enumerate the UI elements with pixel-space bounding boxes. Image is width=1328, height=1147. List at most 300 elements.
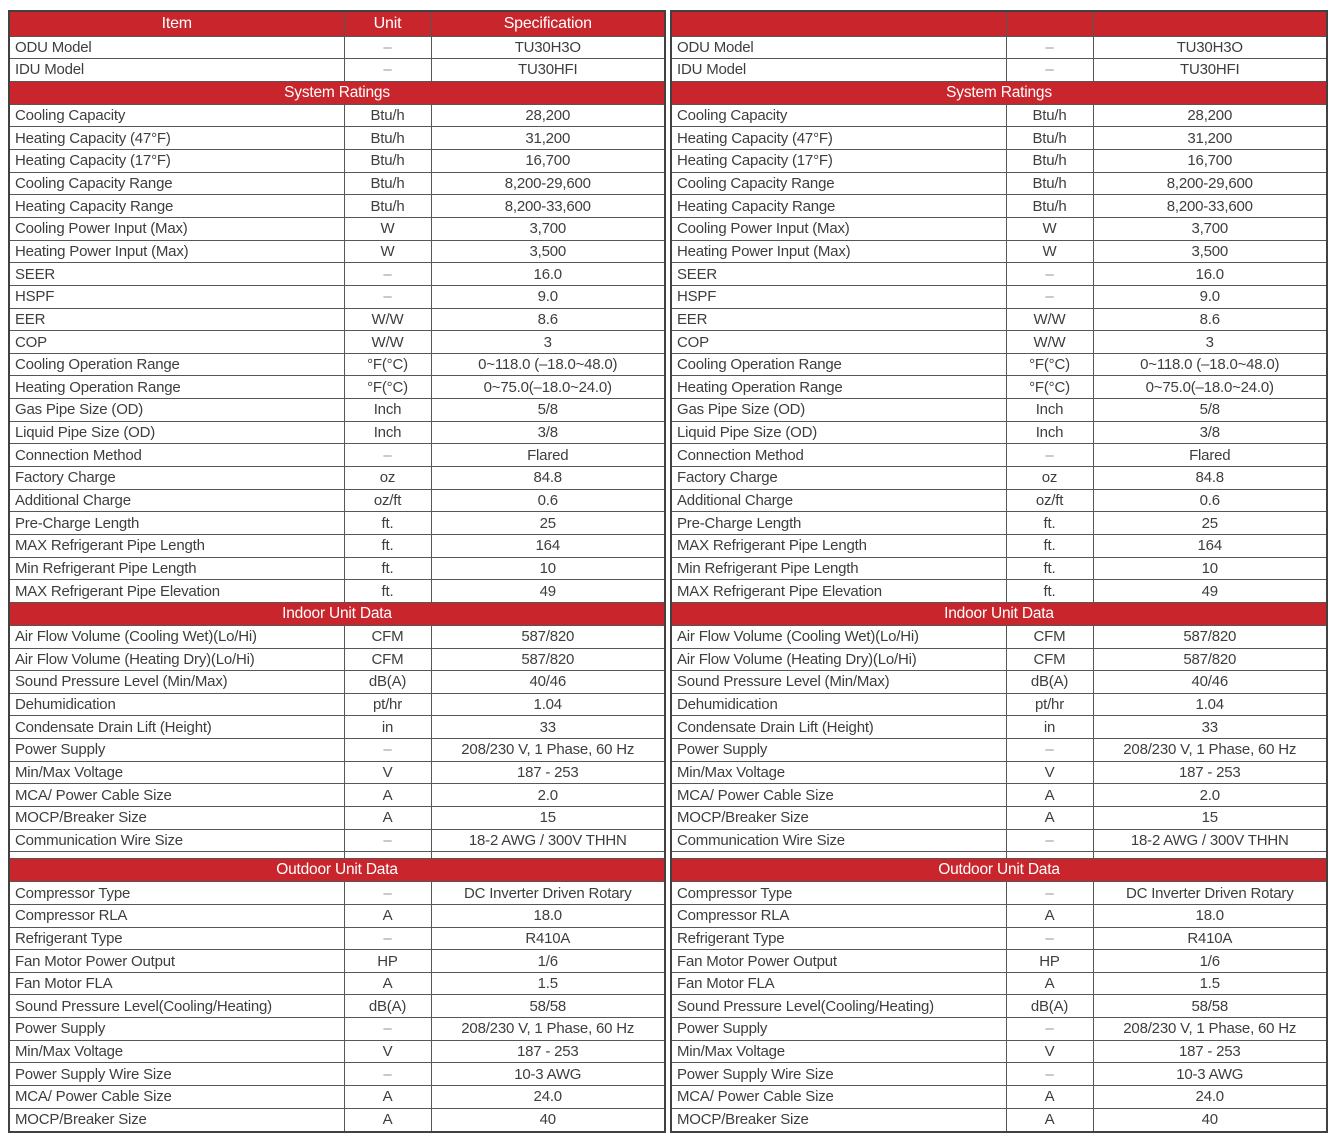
section-header-row — [9, 602, 665, 625]
column-header-item — [671, 11, 1006, 36]
column-header-specification: Specification — [431, 11, 665, 36]
spec-cell: Flared — [431, 444, 665, 467]
unit-cell: Btu/h — [344, 195, 431, 218]
specification-table — [8, 10, 666, 1133]
spec-cell: 8.6 — [431, 308, 665, 331]
spec-cell: 58/58 — [431, 995, 665, 1018]
item-cell: MCA/ Power Cable Size — [671, 1086, 1006, 1109]
spacer-cell — [344, 852, 431, 859]
unit-cell: HP — [1006, 950, 1093, 973]
table-row — [9, 829, 665, 852]
section-header-row — [671, 602, 1327, 625]
table-row — [671, 512, 1327, 535]
table-row — [671, 761, 1327, 784]
item-cell: HSPF — [9, 285, 344, 308]
spec-cell: 49 — [1093, 580, 1327, 603]
unit-cell: W — [344, 240, 431, 263]
column-header-unit — [1006, 11, 1093, 36]
spec-cell: 15 — [431, 807, 665, 830]
item-cell: ODU Model — [671, 36, 1006, 59]
item-cell: Heating Operation Range — [671, 376, 1006, 399]
unit-cell: – — [1006, 927, 1093, 950]
unit-cell: Inch — [344, 399, 431, 422]
unit-cell: Btu/h — [344, 150, 431, 173]
item-cell: Dehumidication — [9, 693, 344, 716]
table-row — [9, 995, 665, 1018]
table-row — [671, 972, 1327, 995]
spec-cell: 31,200 — [1093, 127, 1327, 150]
item-cell: Additional Charge — [671, 489, 1006, 512]
table-row — [9, 217, 665, 240]
table-row — [9, 421, 665, 444]
table-row — [9, 648, 665, 671]
unit-cell: A — [344, 1108, 431, 1132]
unit-cell: W/W — [1006, 308, 1093, 331]
spec-cell: 2.0 — [1093, 784, 1327, 807]
spec-cell: 0~118.0 (–18.0~48.0) — [431, 353, 665, 376]
item-cell: MCA/ Power Cable Size — [9, 1086, 344, 1109]
item-cell: Power Supply Wire Size — [671, 1063, 1006, 1086]
table-row — [671, 36, 1327, 59]
column-header-item: Item — [9, 11, 344, 36]
spec-cell: 1.04 — [1093, 693, 1327, 716]
table-row — [9, 693, 665, 716]
unit-cell: – — [344, 927, 431, 950]
table-row — [9, 285, 665, 308]
table-row — [671, 950, 1327, 973]
unit-cell: – — [1006, 36, 1093, 59]
table-row — [671, 671, 1327, 694]
adjacent-table-sliver — [670, 10, 1328, 1133]
table-row — [671, 331, 1327, 354]
unit-cell: ft. — [344, 557, 431, 580]
unit-cell: A — [344, 972, 431, 995]
unit-cell: dB(A) — [344, 995, 431, 1018]
table-row — [671, 807, 1327, 830]
spacer-row — [9, 852, 665, 859]
item-cell: Connection Method — [671, 444, 1006, 467]
table-row — [671, 150, 1327, 173]
spec-cell: 40/46 — [431, 671, 665, 694]
unit-cell: Inch — [344, 421, 431, 444]
table-row — [9, 1018, 665, 1041]
unit-cell: HP — [344, 950, 431, 973]
item-cell: EER — [9, 308, 344, 331]
item-cell: Communication Wire Size — [9, 829, 344, 852]
unit-cell: Inch — [1006, 399, 1093, 422]
item-cell: Factory Charge — [671, 467, 1006, 490]
spec-cell: 16,700 — [431, 150, 665, 173]
section-label: System Ratings — [671, 81, 1327, 104]
spec-cell: 24.0 — [1093, 1086, 1327, 1109]
spec-cell: 15 — [1093, 807, 1327, 830]
spec-cell: 587/820 — [431, 625, 665, 648]
table-row — [9, 784, 665, 807]
item-cell: Pre-Charge Length — [9, 512, 344, 535]
unit-cell: V — [344, 761, 431, 784]
spacer-cell — [9, 852, 344, 859]
item-cell: Fan Motor Power Output — [9, 950, 344, 973]
unit-cell: – — [344, 1063, 431, 1086]
table-row — [671, 1086, 1327, 1109]
item-cell: Power Supply — [671, 1018, 1006, 1041]
table-row — [671, 784, 1327, 807]
item-cell: Min/Max Voltage — [9, 1040, 344, 1063]
table-row — [9, 263, 665, 286]
spec-cell: 33 — [431, 716, 665, 739]
unit-cell: dB(A) — [1006, 995, 1093, 1018]
spec-cell: 40 — [431, 1108, 665, 1132]
unit-cell: Btu/h — [1006, 172, 1093, 195]
table-row — [671, 399, 1327, 422]
unit-cell: in — [1006, 716, 1093, 739]
spec-cell: 0.6 — [431, 489, 665, 512]
section-header-row — [9, 859, 665, 882]
item-cell: Cooling Operation Range — [671, 353, 1006, 376]
item-cell: IDU Model — [671, 59, 1006, 82]
item-cell: Min Refrigerant Pipe Length — [9, 557, 344, 580]
unit-cell: oz/ft — [344, 489, 431, 512]
item-cell: Sound Pressure Level(Cooling/Heating) — [9, 995, 344, 1018]
spec-cell: R410A — [431, 927, 665, 950]
unit-cell: ft. — [1006, 512, 1093, 535]
table-row — [671, 829, 1327, 852]
unit-cell: dB(A) — [1006, 671, 1093, 694]
spec-cell: 1/6 — [1093, 950, 1327, 973]
unit-cell: ft. — [344, 512, 431, 535]
spec-cell: 10-3 AWG — [1093, 1063, 1327, 1086]
item-cell: Heating Power Input (Max) — [671, 240, 1006, 263]
spec-cell: R410A — [1093, 927, 1327, 950]
item-cell: Refrigerant Type — [9, 927, 344, 950]
item-cell: Heating Capacity (17°F) — [9, 150, 344, 173]
spec-cell: 0~118.0 (–18.0~48.0) — [1093, 353, 1327, 376]
spec-cell: 10 — [1093, 557, 1327, 580]
spec-cell: 10 — [431, 557, 665, 580]
table-row — [671, 580, 1327, 603]
unit-cell: V — [344, 1040, 431, 1063]
section-header-row — [9, 81, 665, 104]
item-cell: SEER — [9, 263, 344, 286]
unit-cell: – — [1006, 829, 1093, 852]
item-cell: Cooling Operation Range — [9, 353, 344, 376]
spec-cell: 3 — [431, 331, 665, 354]
spec-cell: 31,200 — [431, 127, 665, 150]
spec-cell: 164 — [431, 534, 665, 557]
unit-cell: – — [344, 1018, 431, 1041]
item-cell: Power Supply — [671, 739, 1006, 762]
unit-cell: Btu/h — [1006, 127, 1093, 150]
spec-cell: 3,500 — [1093, 240, 1327, 263]
section-header-row — [671, 859, 1327, 882]
table-row — [671, 240, 1327, 263]
table-row — [9, 240, 665, 263]
item-cell: Heating Capacity (17°F) — [671, 150, 1006, 173]
unit-cell: oz/ft — [1006, 489, 1093, 512]
table-row — [9, 489, 665, 512]
item-cell: MOCP/Breaker Size — [671, 1108, 1006, 1132]
item-cell: Sound Pressure Level(Cooling/Heating) — [671, 995, 1006, 1018]
item-cell: COP — [671, 331, 1006, 354]
item-cell: Min/Max Voltage — [671, 761, 1006, 784]
item-cell: Min/Max Voltage — [9, 761, 344, 784]
unit-cell: Btu/h — [1006, 104, 1093, 127]
spec-cell: 8,200-33,600 — [1093, 195, 1327, 218]
table-row — [671, 489, 1327, 512]
spec-cell: 3 — [1093, 331, 1327, 354]
table-row — [9, 580, 665, 603]
table-row — [9, 195, 665, 218]
table-row — [9, 625, 665, 648]
unit-cell: A — [344, 904, 431, 927]
spec-cell: 208/230 V, 1 Phase, 60 Hz — [1093, 739, 1327, 762]
item-cell: MAX Refrigerant Pipe Elevation — [9, 580, 344, 603]
item-cell: Condensate Drain Lift (Height) — [671, 716, 1006, 739]
spec-cell: TU30HFI — [1093, 59, 1327, 82]
table-row — [9, 59, 665, 82]
unit-cell: W — [1006, 240, 1093, 263]
item-cell: COP — [9, 331, 344, 354]
table-row — [9, 972, 665, 995]
unit-cell: ft. — [344, 580, 431, 603]
header-row — [9, 11, 665, 36]
section-label: Outdoor Unit Data — [9, 859, 665, 882]
item-cell: MCA/ Power Cable Size — [9, 784, 344, 807]
unit-cell: A — [1006, 1086, 1093, 1109]
spec-cell: 16.0 — [431, 263, 665, 286]
unit-cell: – — [1006, 263, 1093, 286]
table-row — [9, 104, 665, 127]
unit-cell: ft. — [1006, 534, 1093, 557]
unit-cell: – — [344, 59, 431, 82]
item-cell: Air Flow Volume (Heating Dry)(Lo/Hi) — [9, 648, 344, 671]
spec-cell: 208/230 V, 1 Phase, 60 Hz — [431, 739, 665, 762]
table-row — [9, 399, 665, 422]
unit-cell: in — [344, 716, 431, 739]
spec-cell: 0.6 — [1093, 489, 1327, 512]
spacer-row — [671, 852, 1327, 859]
unit-cell: pt/hr — [344, 693, 431, 716]
unit-cell: V — [1006, 761, 1093, 784]
unit-cell: – — [1006, 1063, 1093, 1086]
item-cell: Heating Capacity Range — [9, 195, 344, 218]
unit-cell: A — [1006, 784, 1093, 807]
spec-cell: 587/820 — [1093, 648, 1327, 671]
table-row — [9, 671, 665, 694]
table-row — [9, 904, 665, 927]
item-cell: Heating Capacity Range — [671, 195, 1006, 218]
table-row — [9, 739, 665, 762]
spec-cell: 24.0 — [431, 1086, 665, 1109]
spec-cell: 25 — [1093, 512, 1327, 535]
spec-cell: 8.6 — [1093, 308, 1327, 331]
spec-cell: 1.5 — [431, 972, 665, 995]
item-cell: Sound Pressure Level (Min/Max) — [9, 671, 344, 694]
spec-cell: 84.8 — [1093, 467, 1327, 490]
spec-cell: 164 — [1093, 534, 1327, 557]
table-row — [9, 127, 665, 150]
unit-cell: A — [1006, 1108, 1093, 1132]
table-row — [9, 716, 665, 739]
unit-cell: CFM — [1006, 625, 1093, 648]
spec-cell: 187 - 253 — [1093, 761, 1327, 784]
unit-cell: °F(°C) — [1006, 353, 1093, 376]
unit-cell: – — [1006, 882, 1093, 905]
spec-cell: 2.0 — [431, 784, 665, 807]
unit-cell: °F(°C) — [344, 376, 431, 399]
unit-cell: CFM — [1006, 648, 1093, 671]
spec-cell: 8,200-29,600 — [431, 172, 665, 195]
item-cell: Sound Pressure Level (Min/Max) — [671, 671, 1006, 694]
table-row — [671, 739, 1327, 762]
spec-cell: 3/8 — [1093, 421, 1327, 444]
spec-cell: 84.8 — [431, 467, 665, 490]
unit-cell: oz — [1006, 467, 1093, 490]
spec-cell: 3,700 — [1093, 217, 1327, 240]
item-cell: Power Supply Wire Size — [9, 1063, 344, 1086]
item-cell: Additional Charge — [9, 489, 344, 512]
item-cell: Power Supply — [9, 1018, 344, 1041]
item-cell: MOCP/Breaker Size — [9, 1108, 344, 1132]
spec-cell: 28,200 — [431, 104, 665, 127]
unit-cell: – — [1006, 1018, 1093, 1041]
item-cell: HSPF — [671, 285, 1006, 308]
item-cell: ODU Model — [9, 36, 344, 59]
spec-cell: 18-2 AWG / 300V THHN — [1093, 829, 1327, 852]
unit-cell: V — [1006, 1040, 1093, 1063]
item-cell: Cooling Capacity Range — [671, 172, 1006, 195]
item-cell: IDU Model — [9, 59, 344, 82]
unit-cell: A — [1006, 904, 1093, 927]
spec-cell: DC Inverter Driven Rotary — [1093, 882, 1327, 905]
spec-cell: 58/58 — [1093, 995, 1327, 1018]
unit-cell: A — [344, 784, 431, 807]
unit-cell: CFM — [344, 625, 431, 648]
spacer-cell — [431, 852, 665, 859]
table-row — [9, 376, 665, 399]
unit-cell: A — [344, 1086, 431, 1109]
spec-cell: 3,700 — [431, 217, 665, 240]
item-cell: Refrigerant Type — [671, 927, 1006, 950]
item-cell: Cooling Capacity — [9, 104, 344, 127]
table-row — [671, 195, 1327, 218]
unit-cell: °F(°C) — [344, 353, 431, 376]
unit-cell: Btu/h — [344, 104, 431, 127]
spec-cell: 5/8 — [1093, 399, 1327, 422]
spec-cell: 5/8 — [431, 399, 665, 422]
table-row — [671, 421, 1327, 444]
item-cell: Fan Motor Power Output — [671, 950, 1006, 973]
section-header-row — [671, 81, 1327, 104]
table-row — [9, 512, 665, 535]
table-row — [9, 882, 665, 905]
table-row — [671, 882, 1327, 905]
unit-cell: oz — [344, 467, 431, 490]
table-row — [671, 693, 1327, 716]
item-cell: Cooling Power Input (Max) — [671, 217, 1006, 240]
item-cell: MOCP/Breaker Size — [9, 807, 344, 830]
spec-cell: 1.5 — [1093, 972, 1327, 995]
table-row — [9, 36, 665, 59]
item-cell: Fan Motor FLA — [9, 972, 344, 995]
item-cell: MAX Refrigerant Pipe Length — [9, 534, 344, 557]
item-cell: Liquid Pipe Size (OD) — [9, 421, 344, 444]
spec-cell: 28,200 — [1093, 104, 1327, 127]
item-cell: Heating Capacity (47°F) — [9, 127, 344, 150]
table-row — [9, 1108, 665, 1132]
item-cell: Compressor Type — [9, 882, 344, 905]
item-cell: Air Flow Volume (Cooling Wet)(Lo/Hi) — [9, 625, 344, 648]
table-row — [9, 444, 665, 467]
table-row — [671, 1108, 1327, 1132]
table-row — [9, 331, 665, 354]
section-label: Indoor Unit Data — [9, 602, 665, 625]
spec-cell: TU30H3O — [431, 36, 665, 59]
item-cell: Connection Method — [9, 444, 344, 467]
table-row — [9, 1086, 665, 1109]
unit-cell: Btu/h — [344, 172, 431, 195]
item-cell: MCA/ Power Cable Size — [671, 784, 1006, 807]
unit-cell: dB(A) — [344, 671, 431, 694]
item-cell: Liquid Pipe Size (OD) — [671, 421, 1006, 444]
unit-cell: A — [1006, 972, 1093, 995]
table-row — [671, 904, 1327, 927]
table-row — [9, 353, 665, 376]
spec-cell: 18-2 AWG / 300V THHN — [431, 829, 665, 852]
spec-cell: 187 - 253 — [431, 1040, 665, 1063]
spec-cell: TU30H3O — [1093, 36, 1327, 59]
item-cell: Heating Power Input (Max) — [9, 240, 344, 263]
unit-cell: Btu/h — [1006, 195, 1093, 218]
unit-cell: W — [344, 217, 431, 240]
unit-cell: ft. — [1006, 580, 1093, 603]
item-cell: Fan Motor FLA — [671, 972, 1006, 995]
spec-cell: 3/8 — [431, 421, 665, 444]
table-row — [9, 557, 665, 580]
table-row — [671, 59, 1327, 82]
item-cell: Power Supply — [9, 739, 344, 762]
unit-cell: – — [1006, 59, 1093, 82]
table-row — [9, 150, 665, 173]
item-cell: MOCP/Breaker Size — [671, 807, 1006, 830]
item-cell: Cooling Capacity — [671, 104, 1006, 127]
section-label: System Ratings — [9, 81, 665, 104]
spec-cell: 9.0 — [431, 285, 665, 308]
unit-cell: °F(°C) — [1006, 376, 1093, 399]
spec-cell: 9.0 — [1093, 285, 1327, 308]
spec-cell: 16,700 — [1093, 150, 1327, 173]
table-row — [671, 648, 1327, 671]
item-cell: Min Refrigerant Pipe Length — [671, 557, 1006, 580]
table-row — [671, 467, 1327, 490]
spacer-cell — [671, 852, 1006, 859]
table-row — [671, 927, 1327, 950]
item-cell: Cooling Power Input (Max) — [9, 217, 344, 240]
table-row — [671, 716, 1327, 739]
unit-cell: – — [344, 444, 431, 467]
unit-cell: CFM — [344, 648, 431, 671]
spacer-cell — [1006, 852, 1093, 859]
unit-cell: W/W — [1006, 331, 1093, 354]
table-row — [671, 625, 1327, 648]
unit-cell: – — [1006, 285, 1093, 308]
table-row — [671, 104, 1327, 127]
spec-cell: 16.0 — [1093, 263, 1327, 286]
spec-cell: 208/230 V, 1 Phase, 60 Hz — [1093, 1018, 1327, 1041]
item-cell: SEER — [671, 263, 1006, 286]
table-row — [671, 127, 1327, 150]
item-cell: Heating Operation Range — [9, 376, 344, 399]
